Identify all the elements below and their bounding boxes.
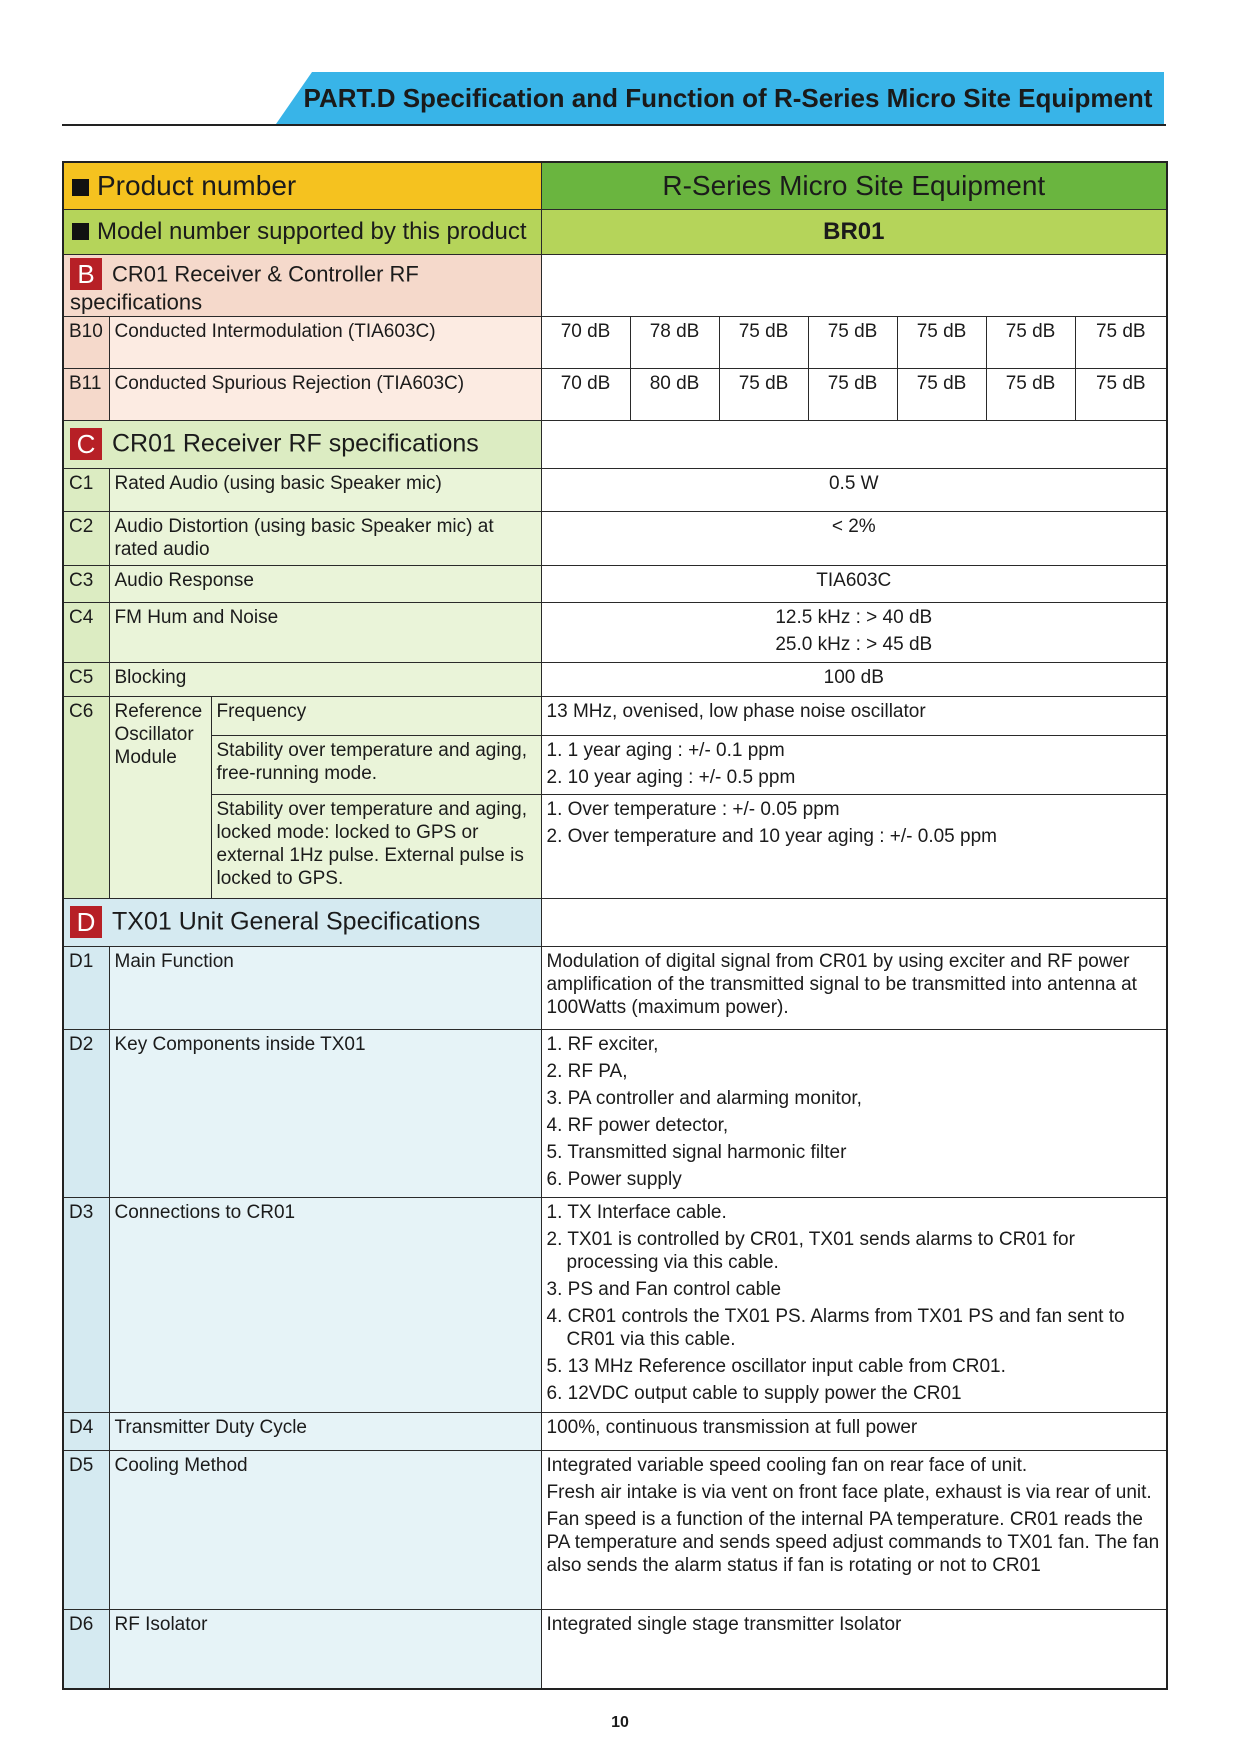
row-value [541,794,1167,898]
product-number-label: Product number [97,170,297,202]
value-cell: 75 dB [1075,368,1167,420]
paragraph: Integrated variable speed cooling fan on rear face of unit. [546,1454,1028,1476]
model-number-label-cell [63,209,541,254]
value-cell: 75 dB [719,368,808,420]
list-item: 5. Transmitted signal harmonic filter [546,1141,847,1163]
row-value [541,1450,1167,1609]
row-code: C6 [63,696,109,898]
value-cell: 75 dB [897,316,986,368]
value-cell: 75 dB [1075,316,1167,368]
table-row [63,662,1167,696]
value-line: 2. 10 year aging : +/- 0.5 ppm [546,766,796,788]
section-c-header [63,420,1167,468]
table-row [63,794,1167,898]
table-row [63,1412,1167,1450]
value-cell: 75 dB [986,316,1075,368]
row-value: < 2% [541,511,1167,565]
row-code: D2 [63,1029,109,1197]
row-code: D4 [63,1412,109,1450]
row-code: C2 [63,511,109,565]
row-label: FM Hum and Noise [109,602,541,662]
section-d-title: TX01 Unit General Specifications [112,907,481,936]
model-number-value: BR01 [541,209,1167,254]
table-row [63,1450,1167,1609]
table-row [63,602,1167,662]
row-label: Conducted Intermodulation (TIA603C) [109,316,541,368]
product-number-value: R-Series Micro Site Equipment [541,162,1167,209]
row-label: Blocking [109,662,541,696]
page-title: PART.D Specification and Function of R-Series Micro Site Equipment [303,83,1153,113]
row-code: C4 [63,602,109,662]
value-cell: 75 dB [808,316,897,368]
row-label: Transmitter Duty Cycle [109,1412,541,1450]
square-bullet-icon [72,223,89,240]
row-value: Integrated single stage transmitter Isolator [541,1609,1167,1689]
value-cell: 80 dB [630,368,719,420]
row-value: 0.5 W [541,468,1167,511]
sub-label: Stability over temperature and aging, free-running mode. [211,735,541,794]
row-code: D3 [63,1197,109,1412]
row-label: Connections to CR01 [109,1197,541,1412]
row-code: B11 [63,368,109,420]
section-c-title: CR01 Receiver RF specifications [112,429,479,458]
row-value [541,1029,1167,1197]
table-row [63,735,1167,794]
section-d-empty-cell [541,898,1167,946]
row-code: D1 [63,946,109,1029]
section-b-title-cell [63,254,541,316]
list-item: 3. PS and Fan control cable [546,1278,782,1300]
product-row [63,162,1167,209]
row-code: C3 [63,565,109,602]
page-number: 10 [611,1714,629,1731]
square-bullet-icon [72,179,89,196]
table-row [63,316,1167,368]
list-item: 1. TX Interface cable. [546,1201,727,1223]
row-code: C1 [63,468,109,511]
section-c-title-cell [63,420,541,468]
model-number-label: Model number supported by this product [97,218,527,245]
value-line: 1. Over temperature : +/- 0.05 ppm [546,798,840,820]
row-label: Main Function [109,946,541,1029]
table-row [63,1609,1167,1689]
section-b-title: CR01 Receiver & Controller RF specifications [70,261,419,314]
table-row [63,1197,1167,1412]
value-cell: 75 dB [986,368,1075,420]
row-value [541,735,1167,794]
row-label: Reference Oscillator Module [109,696,211,898]
list-item: 6. Power supply [546,1168,682,1190]
section-d-badge: D [70,906,102,938]
value-cell: 75 dB [719,316,808,368]
value-cell: 75 dB [808,368,897,420]
row-value: TIA603C [541,565,1167,602]
section-c-empty-cell [541,420,1167,468]
product-number-label-cell [63,162,541,209]
row-code: D6 [63,1609,109,1689]
table-row [63,565,1167,602]
paragraph: Fresh air intake is via vent on front face plate, exhaust is via rear of unit. [546,1481,1152,1503]
row-label: Conducted Spurious Rejection (TIA603C) [109,368,541,420]
value-line: 1. 1 year aging : +/- 0.1 ppm [546,739,785,761]
row-label: Audio Response [109,565,541,602]
spec-table [62,161,1168,1690]
value-line: 12.5 kHz : > 40 dB [775,606,933,628]
row-value: 100%, continuous transmission at full power [541,1412,1167,1450]
list-item: 4. CR01 controls the TX01 PS. Alarms from TX01 PS and fan sent to CR01 via this cable. [546,1305,1125,1350]
row-value [541,602,1167,662]
row-code: C5 [63,662,109,696]
table-row [63,468,1167,511]
paragraph: Fan speed is a function of the internal PA temperature. CR01 reads the PA temperature and sends speed adjust commands to TX01 fan. The fan also sends the alarm status if fan is rotating or not to CR01 [546,1508,1160,1576]
row-label: RF Isolator [109,1609,541,1689]
header-divider [62,124,1166,126]
list-item: 1. RF exciter, [546,1033,659,1055]
section-b-badge: B [70,258,102,290]
row-label: Rated Audio (using basic Speaker mic) [109,468,541,511]
row-value [541,1197,1167,1412]
value-line: 2. Over temperature and 10 year aging : +/- 0.05 ppm [546,825,997,847]
value-cell: 75 dB [897,368,986,420]
value-cell: 70 dB [541,368,630,420]
model-row [63,209,1167,254]
table-row [63,1029,1167,1197]
table-row [63,368,1167,420]
sub-label: Frequency [211,696,541,735]
value-line: 25.0 kHz : > 45 dB [775,633,933,655]
row-label: Audio Distortion (using basic Speaker mic) at rated audio [109,511,541,565]
list-item: 5. 13 MHz Reference oscillator input cable from CR01. [546,1355,1006,1377]
section-d-header [63,898,1167,946]
sub-label: Stability over temperature and aging, locked mode: locked to GPS or external 1Hz pulse. External pulse is locked to GPS. [211,794,541,898]
section-b-empty-cell [541,254,1167,316]
list-item: 3. PA controller and alarming monitor, [546,1087,862,1109]
row-code: D5 [63,1450,109,1609]
table-row [63,511,1167,565]
section-d-title-cell [63,898,541,946]
section-c-badge: C [70,428,102,460]
row-value: Modulation of digital signal from CR01 by using exciter and RF power amplification of the transmitted signal to be transmitted into antenna at 100Watts (maximum power). [541,946,1167,1029]
table-row [63,946,1167,1029]
row-label: Key Components inside TX01 [109,1029,541,1197]
row-label: Cooling Method [109,1450,541,1609]
list-item: 6. 12VDC output cable to supply power the CR01 [546,1382,962,1404]
list-item: 2. RF PA, [546,1060,628,1082]
list-item: 4. RF power detector, [546,1114,729,1136]
row-value: 13 MHz, ovenised, low phase noise oscillator [541,696,1167,735]
row-code: B10 [63,316,109,368]
section-b-header [63,254,1167,316]
table-row [63,696,1167,735]
value-cell: 70 dB [541,316,630,368]
value-cell: 78 dB [630,316,719,368]
list-item: 2. TX01 is controlled by CR01, TX01 sends alarms to CR01 for processing via this cable. [546,1228,1075,1273]
row-value: 100 dB [541,662,1167,696]
